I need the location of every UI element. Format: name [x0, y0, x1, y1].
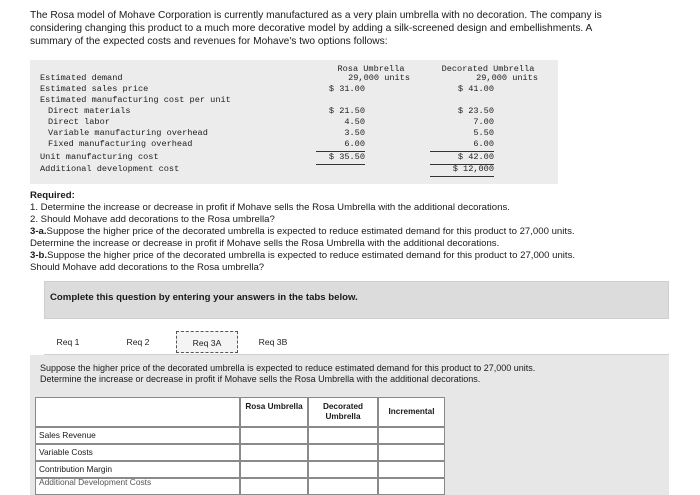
row-label: Estimated demand — [40, 73, 123, 83]
row-label: Unit manufacturing cost — [40, 152, 159, 162]
sales-revenue-incremental-input[interactable] — [378, 427, 445, 444]
rosa-demand: 29,000 units — [348, 73, 410, 83]
row-label: Estimated manufacturing cost per unit — [40, 95, 231, 105]
decorated-direct-materials: $ 23.50 — [457, 106, 494, 116]
required-heading: Required: — [30, 190, 75, 201]
instruction-text: Complete this question by entering your answers in the tabs below. — [50, 292, 358, 303]
rosa-column-header: Rosa Umbrella — [337, 64, 405, 74]
contribution-margin-incremental-input[interactable] — [378, 461, 445, 478]
question-3b-line1: Suppose the higher price of the decorated umbrella is expected to reduce estimated demand for this product to 27,000 units. — [47, 250, 576, 261]
development-costs-decorated-input[interactable] — [308, 478, 378, 495]
cost-summary-table — [30, 60, 558, 184]
decorated-price: $ 41.00 — [457, 84, 494, 94]
rosa-price: $ 31.00 — [328, 84, 365, 94]
decorated-header: Decorated Umbrella — [322, 402, 364, 421]
development-costs-label: Additional Development Costs — [39, 477, 152, 487]
requirement-tabs — [44, 328, 669, 354]
rosa-direct-materials: $ 21.50 — [328, 106, 365, 116]
decorated-variable-overhead: 5.50 — [473, 128, 494, 138]
contribution-margin-decorated-input[interactable] — [308, 461, 378, 478]
sales-revenue-label: Sales Revenue — [39, 430, 96, 440]
contribution-margin-rosa-input[interactable] — [240, 461, 308, 478]
rosa-fixed-overhead: 6.00 — [316, 139, 365, 152]
panel-prompt-line: Suppose the higher price of the decorated umbrella is expected to reduce estimated demand for this product to 27,000 units. — [40, 363, 536, 373]
variable-costs-label: Variable Costs — [39, 447, 93, 457]
row-label: Variable manufacturing overhead — [48, 128, 208, 138]
question-3b-line2: Should Mohave add decorations to the Rosa umbrella? — [30, 262, 265, 273]
question-3b-number: 3-b. — [30, 250, 48, 261]
incremental-header: Incremental — [388, 407, 435, 416]
question-1: 1. Determine the increase or decrease in profit if Mohave sells the Rosa Umbrella with the additional decorations. — [30, 202, 510, 213]
answer-table — [35, 397, 445, 495]
req-3a-panel — [30, 355, 669, 495]
sales-revenue-decorated-input[interactable] — [308, 427, 378, 444]
decorated-fixed-overhead: 6.00 — [430, 139, 494, 152]
variable-costs-decorated-input[interactable] — [308, 444, 378, 461]
contribution-margin-label: Contribution Margin — [39, 464, 113, 474]
rosa-header: Rosa Umbrella — [245, 402, 303, 411]
decorated-development-cost: $ 12,000 — [430, 164, 494, 177]
variable-costs-incremental-input[interactable] — [378, 444, 445, 461]
row-label: Direct labor — [48, 117, 110, 127]
question-3a-number: 3-a. — [30, 226, 47, 237]
question-3b — [30, 250, 680, 262]
rosa-direct-labor: 4.50 — [344, 117, 365, 127]
rosa-unit-cost: $ 35.50 — [316, 152, 365, 165]
panel-prompt-line: Determine the increase or decrease in profit if Mohave sells the Rosa Umbrella with the additional decorations. — [40, 374, 481, 384]
tab-req-1[interactable]: Req 1 — [56, 337, 80, 347]
question-2: 2. Should Mohave add decorations to the Rosa umbrella? — [30, 214, 275, 225]
row-label: Additional development cost — [40, 164, 180, 174]
intro-line: The Rosa model of Mohave Corporation is currently manufactured as a very plain umbrella with no decoration. The company is — [30, 10, 602, 21]
question-3a — [30, 226, 680, 238]
row-label: Estimated sales price — [40, 84, 149, 94]
question-3a-line1: Suppose the higher price of the decorated umbrella is expected to reduce estimated demand for this product to 27,000 units. — [46, 226, 575, 237]
row-label: Direct materials — [48, 106, 131, 116]
sales-revenue-rosa-input[interactable] — [240, 427, 308, 444]
tab-req-3a[interactable]: Req 3A — [176, 331, 238, 353]
decorated-demand: 29,000 units — [476, 73, 538, 83]
header-blank-cell — [35, 397, 240, 427]
rosa-variable-overhead: 3.50 — [344, 128, 365, 138]
decorated-column-header: Decorated Umbrella — [441, 64, 535, 74]
row-label: Fixed manufacturing overhead — [48, 139, 193, 149]
intro-line: summary of the expected costs and revenues for Mohave's two options follows: — [30, 36, 388, 47]
decorated-direct-labor: 7.00 — [473, 117, 494, 127]
development-costs-rosa-input[interactable] — [240, 478, 308, 495]
intro-paragraph — [30, 9, 670, 48]
question-3a-line2: Determine the increase or decrease in profit if Mohave sells the Rosa Umbrella with the additional decorations. — [30, 238, 500, 249]
intro-line: considering changing this product to a much more decorative model by adding a silk-screened design and embellishments. A — [30, 23, 593, 34]
required-questions — [30, 190, 680, 274]
variable-costs-rosa-input[interactable] — [240, 444, 308, 461]
development-costs-incremental-input[interactable] — [378, 478, 445, 495]
instruction-bar — [44, 281, 669, 319]
tab-req-2[interactable]: Req 2 — [126, 337, 150, 347]
panel-prompt — [40, 363, 660, 385]
tab-req-3b[interactable]: Req 3B — [258, 337, 288, 347]
decorated-unit-cost: $ 42.00 — [430, 152, 494, 165]
